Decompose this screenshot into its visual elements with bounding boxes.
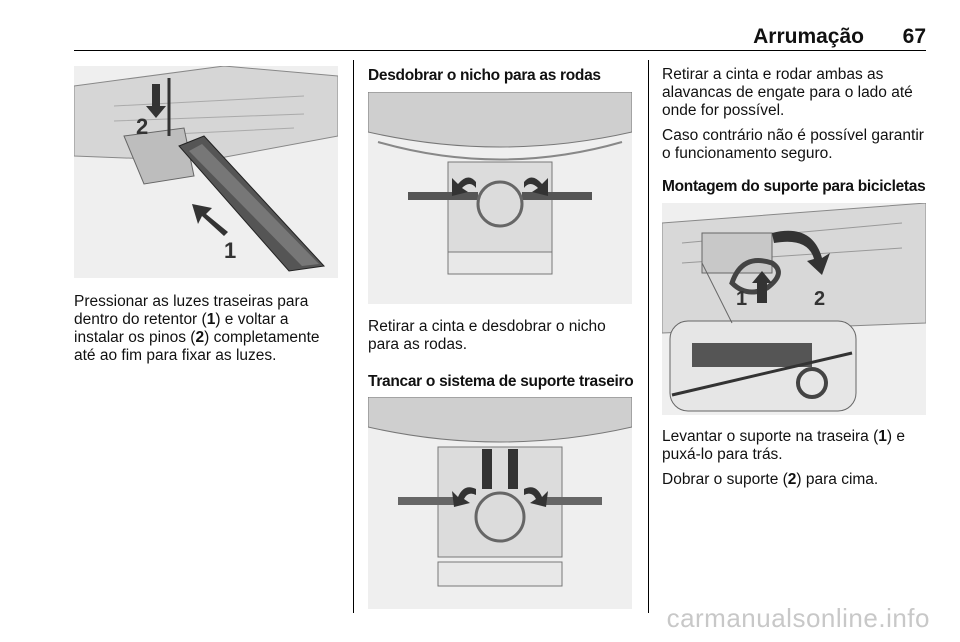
column-divider-1 bbox=[353, 60, 354, 613]
section-title: Arrumação bbox=[753, 25, 864, 48]
header-rule bbox=[74, 50, 926, 51]
callout-1: 1 bbox=[224, 238, 237, 263]
callout-1: 1 bbox=[736, 288, 748, 310]
tail-light-illustration bbox=[74, 66, 338, 278]
heading-lock-rear-carrier: Trancar o sistema de suporte traseiro bbox=[368, 373, 634, 390]
column-divider-2 bbox=[648, 60, 649, 613]
lock-carrier-illustration bbox=[368, 397, 632, 609]
col3-paragraph-4: Dobrar o suporte (2) para cima. bbox=[662, 471, 879, 488]
watermark: carmanualsonline.info bbox=[666, 603, 930, 633]
page-number: 67 bbox=[902, 25, 926, 48]
heading-wheel-niche: Desdobrar o nicho para as rodas bbox=[368, 67, 601, 84]
callout-2: 2 bbox=[814, 288, 826, 310]
wheel-niche-illustration bbox=[368, 92, 632, 304]
col3-paragraph-2: Caso contrário não é possível garantir o funcionamento seguro. bbox=[662, 127, 924, 162]
col3-text-block bbox=[662, 66, 932, 170]
heading-bike-carrier-assembly: Montagem do suporte para bicicletas bbox=[662, 178, 926, 195]
col1-paragraph: Pressionar as luzes traseiras para dentro do retentor (1) e voltar a instalar os pinos (2) completamente até ao fim para fixar as luzes. bbox=[74, 293, 320, 364]
callout-2: 2 bbox=[136, 114, 149, 139]
bike-carrier-illustration bbox=[662, 203, 926, 415]
col3-paragraph-1: Retirar a cinta e rodar ambas as alavancas de engate para o lado até onde for possível. bbox=[662, 66, 913, 119]
col2-paragraph: Retirar a cinta e desdobrar o nicho para as rodas. bbox=[368, 318, 606, 353]
col3-text-block-2 bbox=[662, 428, 932, 496]
col3-paragraph-3: Levantar o suporte na traseira (1) e puxá-lo para trás. bbox=[662, 428, 905, 463]
